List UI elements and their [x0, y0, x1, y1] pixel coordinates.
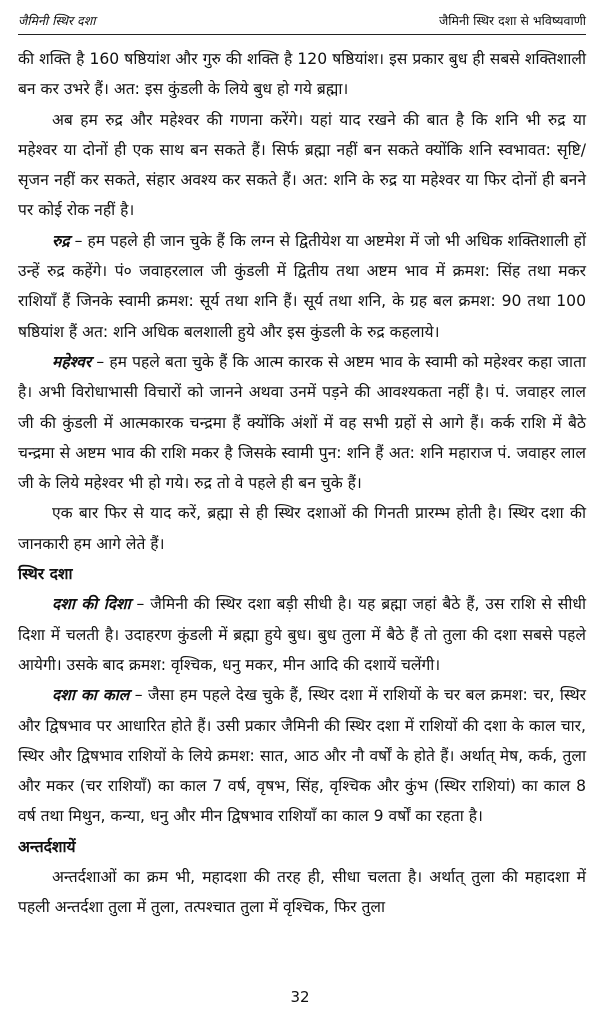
paragraph-maheshwar — [18, 347, 586, 498]
page-body — [18, 44, 586, 923]
header-right-title: जैमिनी स्थिर दशा से भविष्यवाणी — [439, 13, 586, 28]
paragraph-maheshwar-text: – हम पहले बता चुके हैं कि आत्म कारक से अष्टम भाव के स्वामी को महेश्वर कहा जाता है। अभी विरोधाभासी विचारों को जानने अथवा उनमें पड़ने की आवश्यकता नहीं है। पं. जवाहर लाल जी की कुंडली में आत्मकारक चन्द्रमा हैं क्योंकि अंशों में वह सभी ग्रहों से आगे हैं। कर्क राशि में बैठे चन्द्रमा से अष्टम भाव की राशि मकर है जिसके स्वामी पुन: शनि हैं अत: शनि महाराज पं. जवाहर लाल जी के लिये महेश्वर भी हो गये। रुद्र तो वे पहले ही बन चुके हैं। — [18, 352, 586, 493]
paragraph-1: की शक्ति है 160 षष्ठियांश और गुरु की शक्ति है 120 षष्ठियांश। इस प्रकार बुध ही सबसे शक्तिशाली बन कर उभरे हैं। अत: इस कुंडली के लिये बुध हो गये ब्रह्मा। — [18, 50, 586, 99]
paragraph-8: अन्तर्दशाओं का क्रम भी, महादशा की तरह ही, सीधा चलता है। अर्थात् तुला की महादशा में पहली अन्तर्दशा तुला में तुला, तत्पश्चात तुला में वृश्चिक, फिर तुला — [18, 868, 586, 917]
paragraph-dasha-period-text: – जैसा हम पहले देख चुके हैं, स्थिर दशा में राशियों के चर बल क्रमश: चर, स्थिर और द्विषभाव पर आधारित होते हैं। उसी प्रकार जैमिनी की स्थिर दशा में राशियों की दशा के काल चार, स्थिर और द्विषभाव राशियों के लिये क्रमश: सात, आठ और नौ वर्षों के होते हैं। अर्थात् मेष, कर्क, तुला और मकर (चर राशियाँ) का काल 7 वर्ष, वृषभ, सिंह, वृश्चिक और कुंभ (स्थिर राशियां) का काल 8 वर्ष तथा मिथुन, कन्या, धनु और मीन द्विषभाव राशियाँ का काल 9 वर्षों का रहता है। — [18, 686, 587, 826]
term-dasha-period: दशा का काल — [52, 686, 130, 705]
paragraph-dasha-direction-text: – जैमिनी की स्थिर दशा बड़ी सीधी है। यह ब्रह्मा जहां बैठे हैं, उस राशि से सीधी दिशा में चलती है। उदाहरण कुंडली में ब्रह्मा हुये बुध। बुध तुला में बैठे हैं तो तुला की दशा सबसे पहले आयेगी। उसके बाद क्रमश: वृश्चिक, धनु मकर, मीन आदि की दशायें चलेंगी। — [18, 595, 586, 674]
running-header — [18, 8, 586, 35]
term-dasha-direction: दशा की दिशा — [52, 595, 131, 614]
section-heading-sthir-dasha: स्थिर दशा — [18, 565, 73, 584]
paragraph-rudra — [18, 226, 586, 347]
term-maheshwar: महेश्वर — [52, 352, 92, 371]
paragraph-dasha-period — [18, 680, 586, 831]
paragraph-rudra-text: – हम पहले ही जान चुके हैं कि लग्न से द्वितीयेश या अष्टमेश में जो भी अधिक शक्तिशाली हों उन्हें रुद्र कहेंगे। पं० जवाहरलाल जी कुंडली में द्वितीय तथा अष्टम भाव में क्रमश: सिंह तथा मकर राशियाँ हैं जिनके स्वामी क्रमश: सूर्य तथा शनि हैं। सूर्य तथा शनि, के ग्रह बल क्रमश: 90 तथा 100 षष्ठियांश हैं अत: शनि अधिक बलशाली हुये और इस कुंडली के रुद्र कहलाये। — [18, 231, 586, 341]
term-rudra: रुद्र — [52, 231, 70, 250]
section-heading-antardasha: अन्तर्दशायें — [18, 837, 76, 856]
paragraph-dasha-direction — [18, 589, 586, 680]
header-left-title: जैमिनी स्थिर दशा — [18, 13, 96, 28]
paragraph-5: एक बार फिर से याद करें, ब्रह्मा से ही स्थिर दशाओं की गिनती प्रारम्भ होती है। स्थिर दशा की जानकारी हम आगे लेते हैं। — [18, 504, 586, 553]
page-number: 32 — [290, 988, 310, 1006]
paragraph-2: अब हम रुद्र और महेश्वर की गणना करेंगे। यहां याद रखने की बात है कि शनि भी रुद्र या महेश्वर या दोनों ही एक साथ बन सकते हैं। सिर्फ ब्रह्मा नहीं बन सकते क्योंकि शनि स्वभावत: सृष्टि/सृजन नहीं कर सकते, संहार अवश्य कर सकते हैं। अत: शनि के रुद्र या महेश्वर या फिर दोनों ही बनने पर कोई रोक नहीं है। — [18, 110, 586, 220]
